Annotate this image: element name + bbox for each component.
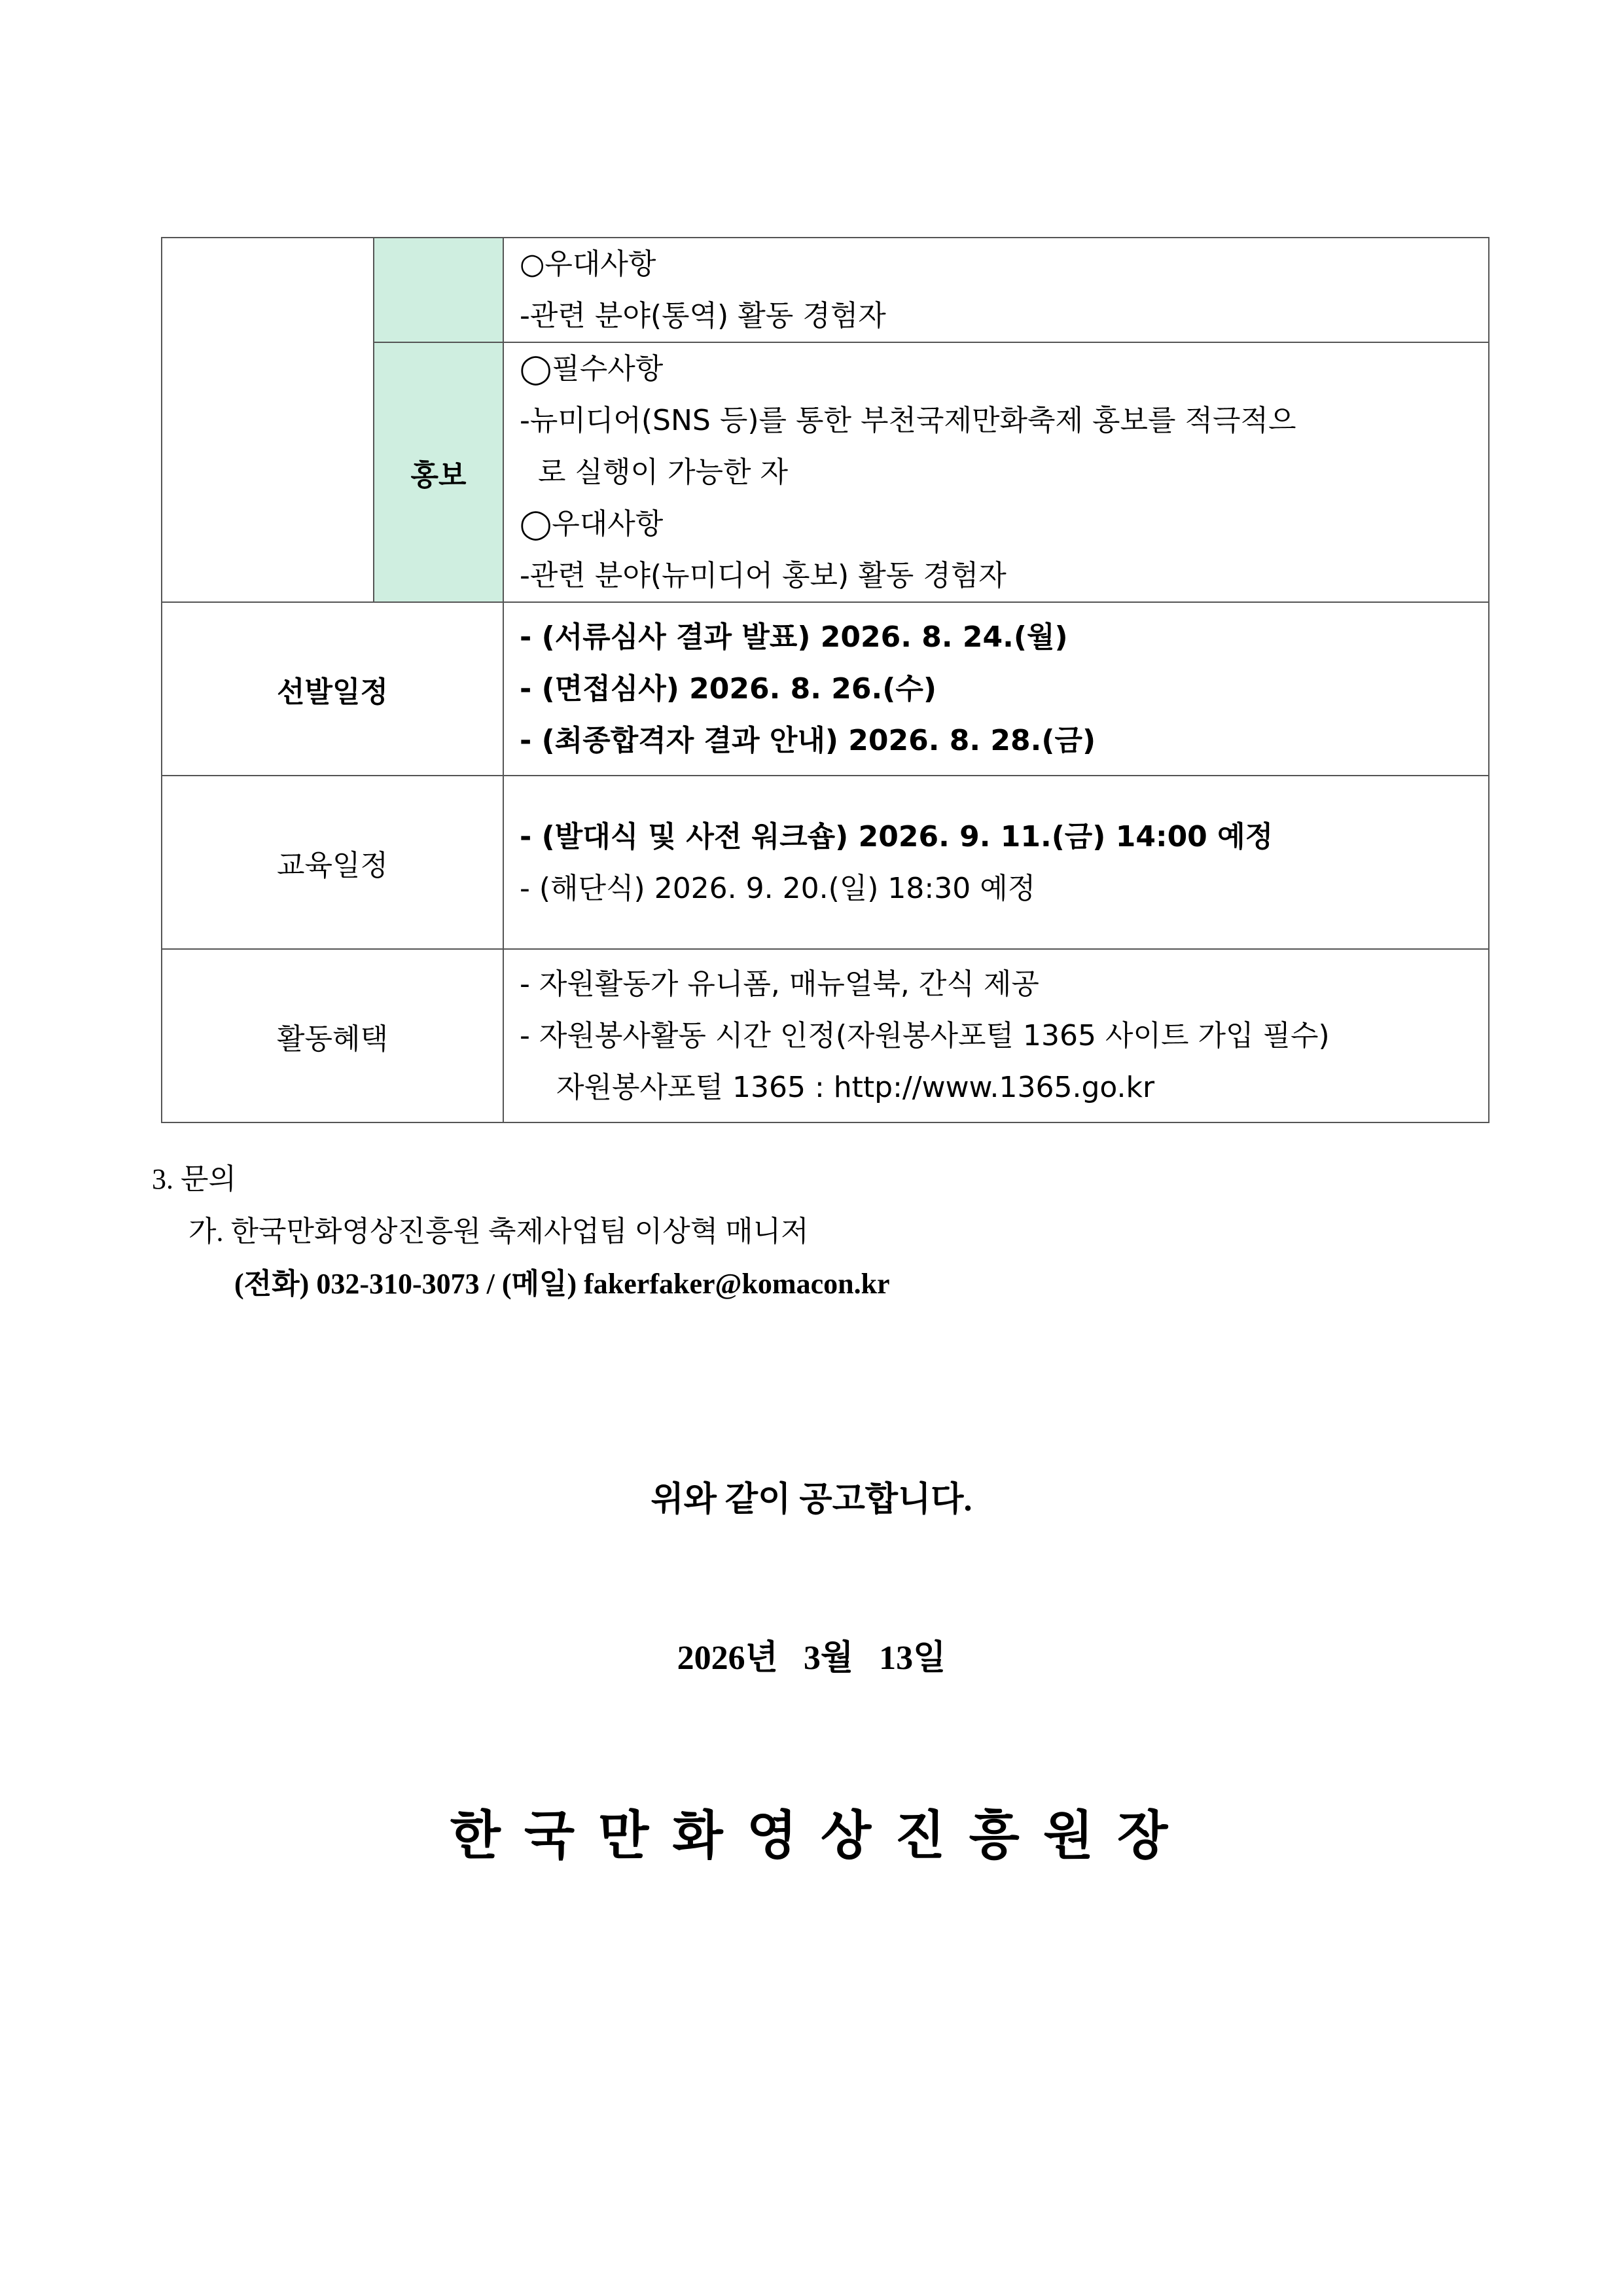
- table-row: [162, 238, 1489, 342]
- selection-item-1: - (서류심사 결과 발표) 2026. 8. 24.(월): [520, 620, 1068, 654]
- education-content-cell: [503, 776, 1489, 949]
- benefits-item-2: - 자원봉사활동 시간 인정(자원봉사포털 1365 사이트 가입 필수): [520, 1019, 1330, 1052]
- interpret-preferred-item: -관련 분야(통역) 활동 경험자: [520, 299, 886, 332]
- benefits-content-cell: [503, 949, 1489, 1122]
- promotion-label: 홍보: [374, 342, 503, 602]
- promotion-preferred-label: ◯우대사항: [520, 507, 664, 541]
- selection-label: 선발일정: [162, 602, 503, 776]
- table-row: [162, 776, 1489, 949]
- selection-item-2: - (면접심사) 2026. 8. 26.(수): [520, 672, 936, 706]
- interpret-label-cell: [374, 238, 503, 342]
- issuer-name: 한 국 만 화 영 상 진 흥 원 장: [450, 1808, 1173, 1865]
- education-item-1: - (발대식 및 사전 워크숍) 2026. 9. 11.(금) 14:00 예정: [520, 819, 1274, 853]
- interpret-content-cell: [503, 238, 1489, 342]
- empty-category-cell: [162, 238, 374, 602]
- selection-content-cell: [503, 602, 1489, 776]
- promotion-preferred-item: -관련 분야(뉴미디어 홍보) 활동 경험자: [520, 559, 1007, 592]
- recruitment-table: [161, 237, 1489, 1123]
- interpret-preferred-label: ○우대사항: [520, 247, 656, 281]
- inquiry-contact: (전화) 032-310-3073 / (메일) fakerfaker@komacon.kr: [234, 1268, 890, 1300]
- benefits-label: 활동혜택: [162, 949, 503, 1122]
- benefits-item-1: - 자원활동가 유니폼, 매뉴얼북, 간식 제공: [520, 967, 1039, 1001]
- benefits-item-3: 자원봉사포털 1365 : http://www.1365.go.kr: [556, 1071, 1155, 1104]
- inquiry-heading: 3. 문의: [152, 1163, 237, 1195]
- promotion-required-label: ◯필수사항: [520, 352, 664, 386]
- table-row: [162, 602, 1489, 776]
- promotion-required-item-1: -뉴미디어(SNS 등)를 통한 부천국제만화축제 홍보를 적극적으: [520, 404, 1296, 437]
- promotion-required-item-2: 로 실행이 가능한 자: [538, 456, 788, 489]
- closing-date: 2026년 3월 13일: [677, 1640, 946, 1677]
- education-label: 교육일정: [162, 776, 503, 949]
- promotion-content-cell: [503, 342, 1489, 602]
- selection-item-3: - (최종합격자 결과 안내) 2026. 8. 28.(금): [520, 724, 1096, 757]
- inquiry-item: 가. 한국만화영상진흥원 축제사업팀 이상혁 매니저: [188, 1215, 809, 1247]
- education-item-2: - (해단식) 2026. 9. 20.(일) 18:30 예정: [520, 871, 1036, 905]
- table-row: [162, 949, 1489, 1122]
- closing-statement: 위와 같이 공고합니다.: [651, 1481, 972, 1518]
